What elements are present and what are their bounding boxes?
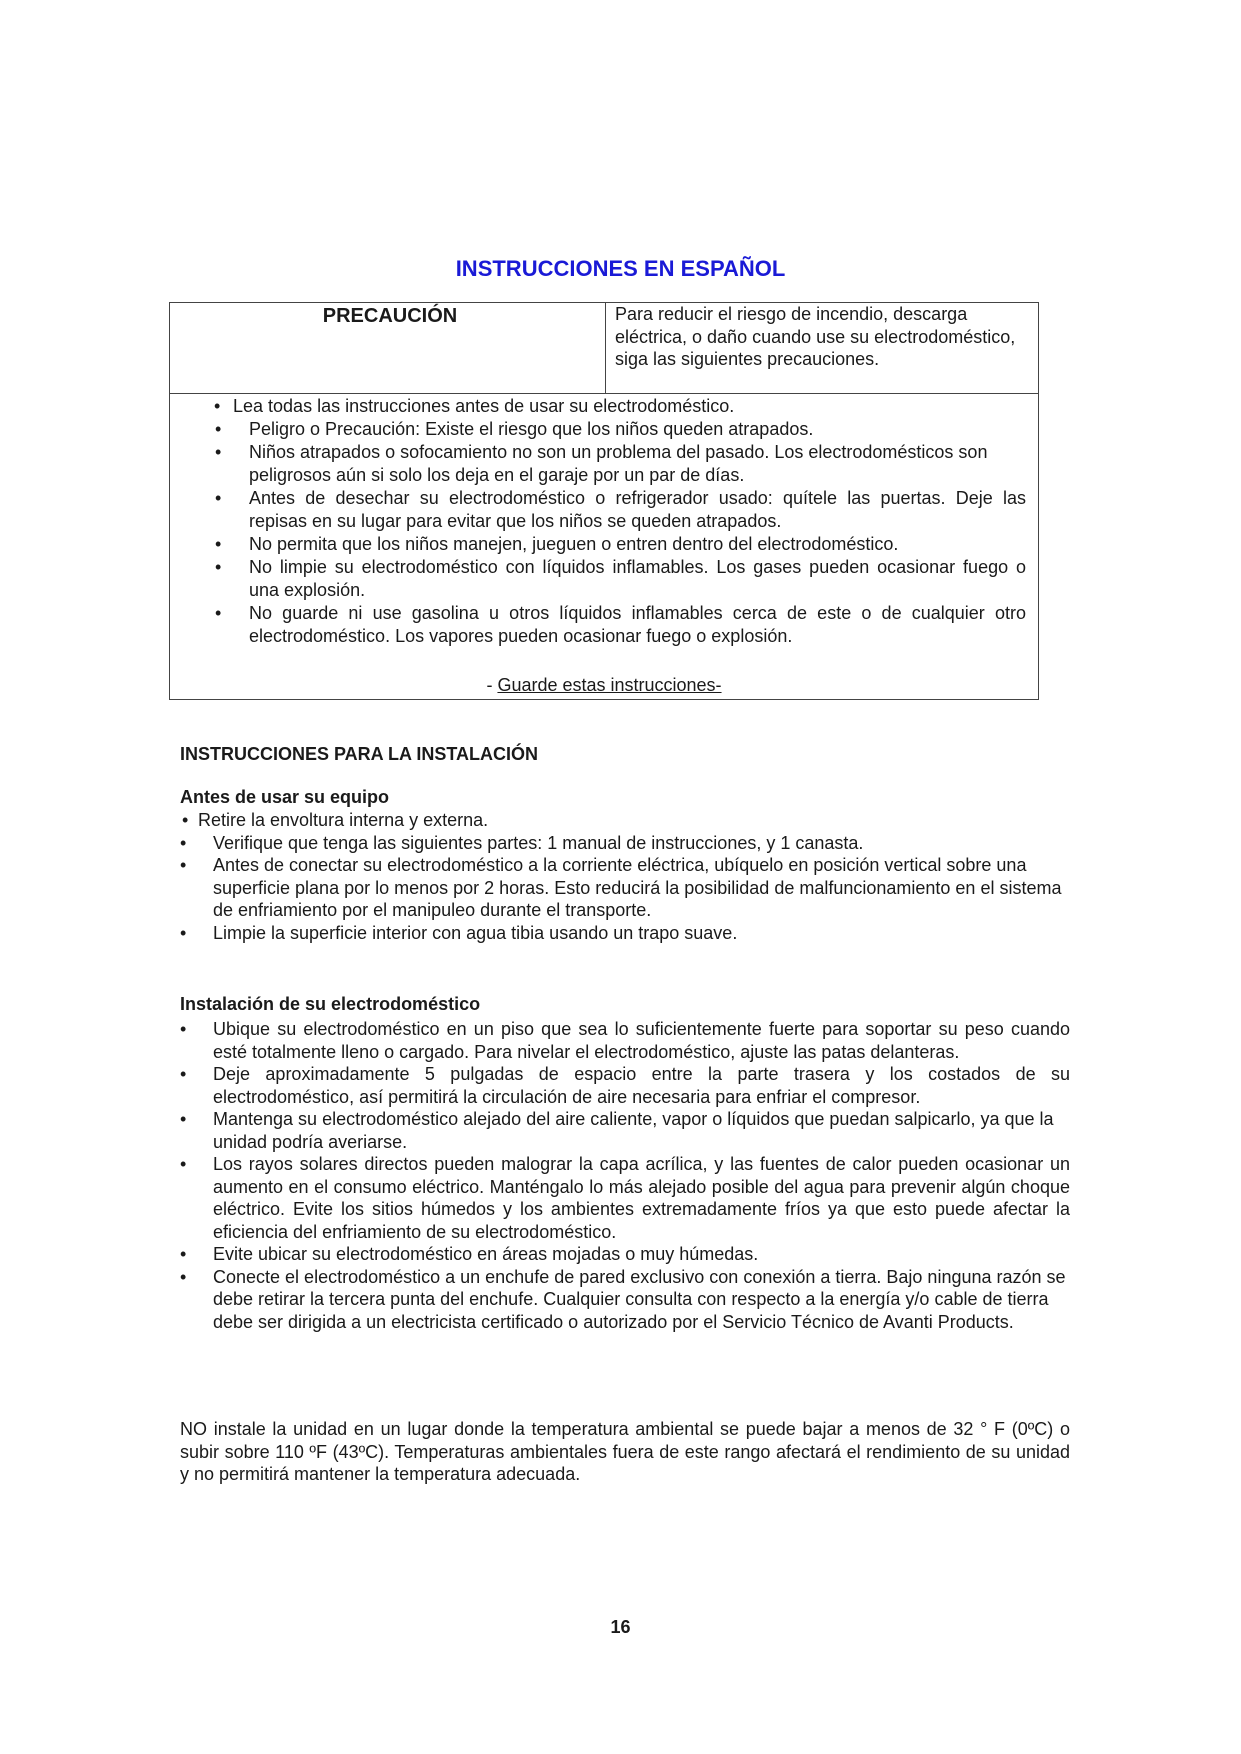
bullet-icon: • [180, 1109, 187, 1129]
caution-footer: - Guarde estas instrucciones- [486, 675, 722, 695]
setup-list [180, 1018, 1070, 1333]
page-title: INSTRUCCIONES EN ESPAÑOL [455, 256, 786, 281]
list-item: • Verifique que tenga las siguientes partes: 1 manual de instrucciones, y 1 canasta. [180, 832, 864, 853]
caution-list [170, 395, 1038, 648]
list-item: • Deje aproximadamente 5 pulgadas de espacio entre la parte trasera y los costados de su electrodoméstico, así permitirá la circulación de aire necesaria para enfriar el compresor. [180, 1064, 1070, 1107]
caution-intro: Para reducir el riesgo de incendio, descarga eléctrica, o daño cuando use su electrodoméstico, siga las siguientes precauciones. [615, 304, 1016, 369]
caution-item: • No permita que los niños manejen, jueguen o entren dentro del electrodoméstico. [215, 534, 899, 554]
caution-footer-underlined: Guarde estas instrucciones- [497, 675, 722, 695]
caution-label: PRECAUCIÓN [322, 305, 458, 327]
bullet-icon: • [180, 1019, 187, 1039]
bullet-icon: • [180, 1154, 187, 1174]
list-item: • Limpie la superficie interior con agua tibia usando un trapo suave. [180, 922, 738, 943]
caution-header [170, 303, 1038, 394]
bullet-icon: • [215, 603, 222, 623]
bullet-icon: • [215, 442, 222, 462]
bullet-icon: • [182, 810, 189, 830]
caution-item: • Peligro o Precaución: Existe el riesgo que los niños queden atrapados. [215, 419, 814, 439]
temperature-note: NO instale la unidad en un lugar donde la temperatura ambiental se puede bajar a menos de 32 ° F (0ºC) o subir sobre 110 ºF (43ºC). Temperaturas ambientales fuera de este rango afectará el rendimiento de su unidad y no permitirá mantener la temperatura adecuada. [180, 1419, 1070, 1484]
bullet-icon: • [215, 557, 222, 577]
page-number: 16 [610, 1617, 631, 1637]
setup-heading: Instalación de su electrodoméstico [180, 994, 481, 1014]
caution-item: • Antes de desechar su electrodoméstico o refrigerador usado: quítele las puertas. Deje las repisas en su lugar para evitar que los niños se queden atrapados. [215, 488, 1026, 531]
list-item: • Los rayos solares directos pueden malograr la capa acrílica, y las fuentes de calor pueden ocasionar un aumento en el consumo eléctrico. Manténgalo lo más alejado posible del agua para prevenir algún choque eléctrico. Evite los sitios húmedos y los ambientes extremadamente fríos ya que esto puede afectar la eficiencia del enfriamiento de su electrodoméstico. [180, 1154, 1070, 1242]
list-item: • Evite ubicar su electrodoméstico en áreas mojadas o muy húmedas. [180, 1244, 759, 1264]
list-item: • Conecte el electrodoméstico a un enchufe de pared exclusivo con conexión a tierra. Bajo ninguna razón se debe retirar la tercera punta del enchufe. Cualquier consulta con respecto a la energía y/o cable de tierra debe ser dirigida a un electricista certificado o autorizado por el Servicio Técnico de Avanti Products. [180, 1266, 1066, 1332]
caution-item: • Lea todas las instrucciones antes de usar su electrodoméstico. [214, 396, 735, 416]
bullet-icon: • [180, 1244, 187, 1264]
before-use-heading: Antes de usar su equipo [180, 787, 390, 807]
bullet-icon: • [215, 488, 222, 508]
bullet-icon: • [180, 832, 187, 853]
bullet-icon: • [180, 922, 187, 943]
installation-title: INSTRUCCIONES PARA LA INSTALACIÓN [180, 744, 538, 764]
caution-item: • No guarde ni use gasolina u otros líquidos inflamables cerca de este o de cualquier otro electrodoméstico. Los vapores pueden ocasionar fuego o explosión. [215, 603, 1026, 646]
list-item: • Mantenga su electrodoméstico alejado del aire caliente, vapor o líquidos que puedan salpicarlo, ya que la unidad podría averiarse. [180, 1109, 1054, 1152]
bullet-icon: • [180, 855, 187, 875]
list-item: • Ubique su electrodoméstico en un piso que sea lo suficientemente fuerte para soportar su peso cuando esté totalmente lleno o cargado. Para nivelar el electrodoméstico, ajuste las patas delanteras. [180, 1019, 1070, 1062]
caution-box [169, 302, 1039, 700]
list-item: • Antes de conectar su electrodoméstico a la corriente eléctrica, ubíquelo en posición vertical sobre una superficie plana por lo menos por 2 horas. Esto reducirá la posibilidad de malfuncionamiento en el sistema de enfriamiento por el manipuleo durante el transporte. [180, 855, 1062, 920]
bullet-icon: • [214, 396, 221, 416]
before-use-list [180, 809, 1070, 944]
caution-divider [605, 303, 606, 393]
bullet-icon: • [180, 1064, 187, 1084]
bullet-icon: • [215, 534, 222, 554]
list-item: • Retire la envoltura interna y externa. [182, 810, 489, 830]
caution-item: • Niños atrapados o sofocamiento no son un problema del pasado. Los electrodomésticos son peligrosos aún si solo los deja en el garaje por un par de días. [215, 442, 988, 485]
caution-item: • No limpie su electrodoméstico con líquidos inflamables. Los gases pueden ocasionar fuego o una explosión. [215, 557, 1026, 600]
bullet-icon: • [215, 419, 222, 439]
bullet-icon: • [180, 1266, 187, 1287]
